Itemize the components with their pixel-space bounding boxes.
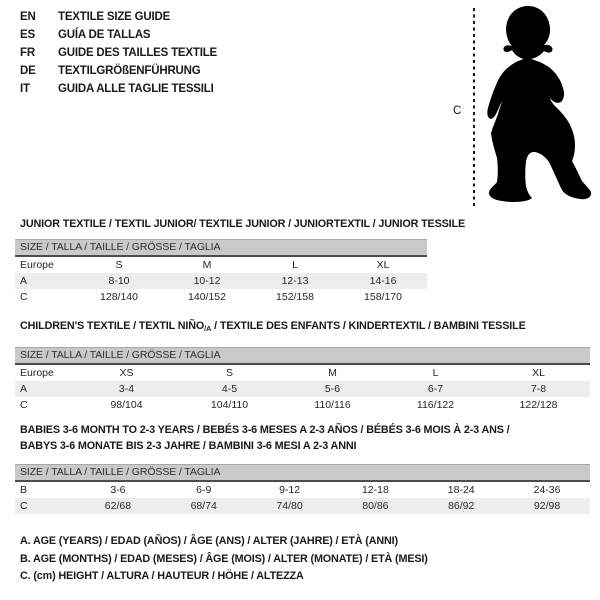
table-cell: 3-4 (118, 383, 135, 395)
table-cell: 12-13 (281, 275, 309, 287)
table-cell: 4-5 (221, 383, 238, 395)
row-label: A (20, 383, 28, 395)
table-cell: 14-16 (369, 275, 397, 287)
table-cell: 3-6 (110, 484, 126, 496)
table-row (15, 381, 590, 397)
table-cell: 128/140 (100, 291, 138, 303)
table-cell: S (225, 367, 233, 379)
lang-title: TEXTILE SIZE GUIDE (58, 11, 171, 23)
row-label: C (20, 500, 28, 512)
table-cell: 152/158 (276, 291, 314, 303)
children-title-post: / TEXTILE DES ENFANTS / KINDERTEXTIL / BAMBINI TESSILE (211, 320, 526, 332)
table-cell: 8-10 (108, 275, 130, 287)
table-cell: 98/104 (110, 399, 143, 411)
lang-title: TEXTILGRÖßENFÜHRUNG (58, 65, 201, 77)
table-row (15, 498, 590, 514)
table-cell: M (202, 259, 212, 271)
children-size-table (15, 347, 590, 413)
size-header-bar: SIZE / TALLA / TAILLE / GRÖSSE / TAGLIA (15, 347, 590, 365)
table-row (15, 257, 427, 273)
table-cell: 116/122 (416, 399, 455, 411)
children-title-pre: CHILDREN'S TEXTILE / TEXTIL NIÑO (20, 320, 205, 332)
dotted-measure-line (473, 8, 475, 206)
lang-code: IT (20, 83, 30, 95)
children-title-sub: /A (204, 324, 212, 333)
lang-row-fr (20, 44, 217, 62)
legend-age-months: B. AGE (MONTHS) / EDAD (MESES) / ÂGE (MOIS) / ALTER (MONATE) / ETÀ (MESI) (20, 552, 428, 565)
table-cell: 158/170 (364, 291, 402, 303)
table-cell: S (115, 259, 123, 271)
table-cell: L (292, 259, 298, 271)
row-label: C (20, 291, 28, 303)
lang-row-es (20, 26, 217, 44)
table-row (15, 482, 590, 498)
table-cell: 10-12 (193, 275, 221, 287)
legend-height-cm: C. (cm) HEIGHT / ALTURA / HAUTEUR / HÖHE / ALTEZZA (20, 570, 304, 582)
size-header-bar: SIZE / TALLA / TAILLE / GRÖSSE / TAGLIA (15, 239, 427, 257)
table-cell: 7-8 (530, 383, 547, 395)
table-row (15, 289, 427, 305)
lang-row-it (20, 80, 217, 98)
table-cell: 104/110 (210, 399, 249, 411)
lang-title: GUIDA ALLE TAGLIE TESSILI (58, 83, 214, 95)
table-row (15, 273, 427, 289)
table-row (15, 397, 590, 413)
lang-code: FR (20, 47, 35, 59)
table-cell: 110/116 (314, 399, 351, 411)
table-cell: 122/128 (519, 399, 558, 411)
table-cell: 6-9 (196, 484, 212, 496)
row-label: Europe (20, 367, 54, 379)
table-cell: 68/74 (190, 500, 217, 512)
row-label: A (20, 275, 28, 287)
table-row (15, 365, 590, 381)
row-label: Europe (20, 259, 54, 271)
table-cell: 5-6 (324, 383, 341, 395)
junior-section-title: JUNIOR TEXTILE / TEXTIL JUNIOR/ TEXTILE JUNIOR / JUNIORTEXTIL / JUNIOR TESSILE (20, 218, 466, 230)
size-header-bar: SIZE / TALLA / TAILLE / GRÖSSE / TAGLIA (15, 464, 590, 482)
junior-size-table (15, 239, 427, 305)
lang-row-en (20, 8, 217, 26)
table-cell: 86/92 (448, 500, 475, 512)
table-cell: L (432, 367, 439, 379)
row-label: C (20, 399, 28, 411)
babies-title-line2: BABYS 3-6 MONATE BIS 2-3 JAHRE / BAMBINI 3-6 MESI A 2-3 ANNI (20, 440, 357, 452)
row-label: B (20, 484, 28, 496)
table-cell: 18-24 (447, 484, 475, 496)
lang-code: DE (20, 65, 36, 77)
language-title-block (20, 8, 217, 98)
table-cell: XS (119, 367, 134, 379)
table-cell: 80/86 (362, 500, 389, 512)
legend-block (20, 533, 428, 586)
table-cell: 9-12 (279, 484, 301, 496)
height-measure-label: C (453, 105, 462, 117)
table-cell: 140/152 (188, 291, 226, 303)
table-cell: 74/80 (276, 500, 303, 512)
children-section-title (20, 318, 526, 337)
babies-title-line1: BABIES 3-6 MONTH TO 2-3 YEARS / BEBÉS 3-6 MESES A 2-3 AÑOS / BÉBÉS 3-6 MOIS À 2-3 ANS / (20, 424, 510, 436)
table-cell: XL (376, 259, 390, 271)
babies-section-title (20, 422, 510, 454)
table-cell: 6-7 (427, 383, 444, 395)
lang-row-de (20, 62, 217, 80)
babies-size-table (15, 464, 590, 514)
table-cell: XL (532, 367, 545, 379)
table-cell: 92/98 (533, 500, 561, 512)
lang-title: GUÍA DE TALLAS (58, 29, 151, 41)
table-cell: 12-18 (361, 484, 389, 496)
lang-title: GUIDE DES TAILLES TEXTILE (58, 47, 217, 59)
table-cell: 62/68 (104, 500, 132, 512)
toddler-silhouette-image (484, 4, 596, 211)
lang-code: ES (20, 29, 35, 41)
lang-code: EN (20, 11, 36, 23)
table-cell: M (328, 367, 337, 379)
legend-age-years: A. AGE (YEARS) / EDAD (AÑOS) / ÂGE (ANS) / ALTER (JAHRE) / ETÀ (ANNI) (20, 535, 398, 547)
table-cell: 24-36 (533, 484, 561, 496)
